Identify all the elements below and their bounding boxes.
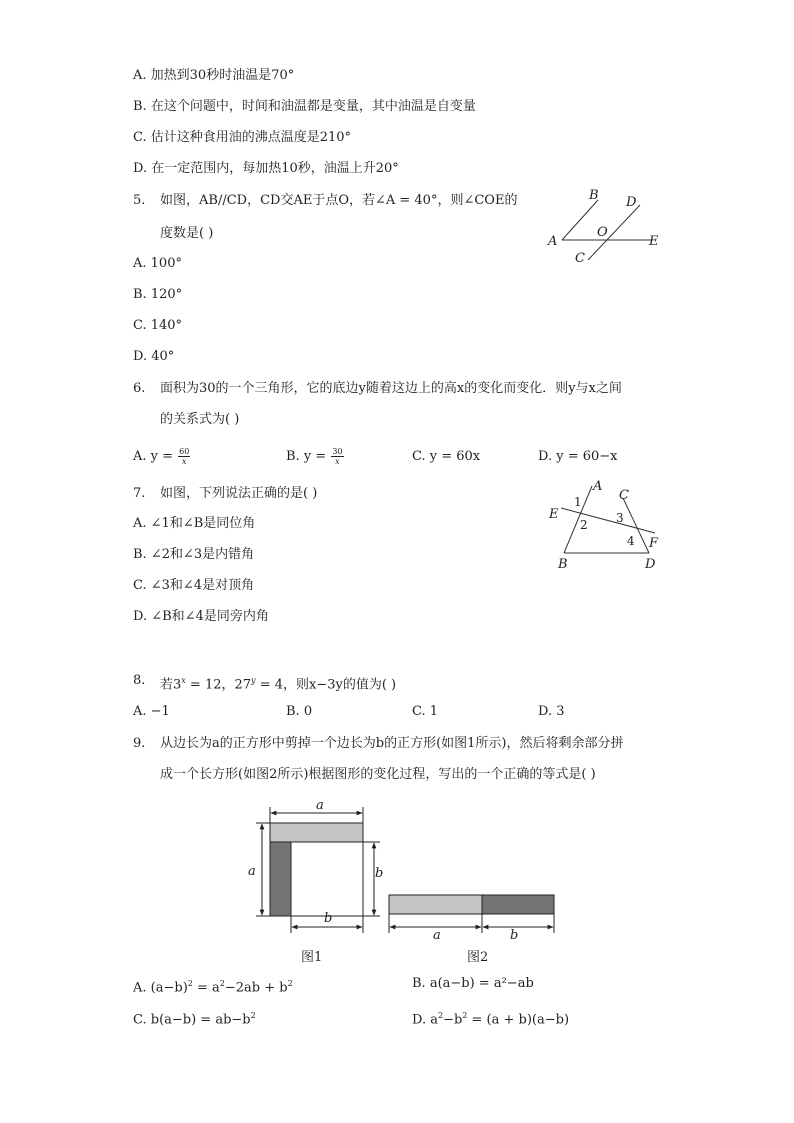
q9-option-c-sup: 2 bbox=[250, 1011, 256, 1020]
label-d: D bbox=[645, 557, 656, 572]
q9-option-a-3: −2ab + b bbox=[224, 980, 288, 996]
label-d: D bbox=[626, 195, 637, 210]
fig1-caption: 图1 bbox=[301, 950, 323, 965]
q7-option-a: A. ∠1和∠B是同位角 bbox=[133, 516, 256, 531]
q6-stem-line2: 的关系式为( ) bbox=[160, 412, 240, 427]
q5-option-b: B. 120° bbox=[133, 287, 183, 302]
q5-option-a: A. 100° bbox=[133, 256, 182, 271]
fig1-light-strip bbox=[270, 823, 363, 842]
q9-option-c bbox=[133, 1008, 256, 1028]
label-e: E bbox=[549, 507, 559, 522]
q7-option-d: D. ∠B和∠4是同旁内角 bbox=[133, 609, 269, 624]
label-o: O bbox=[597, 225, 608, 240]
q9-option-a-sup1: 2 bbox=[187, 979, 193, 988]
q9-number: 9. bbox=[133, 736, 146, 751]
q6-option-b-fraction bbox=[331, 447, 343, 466]
q6-option-b-prefix: B. y = bbox=[286, 449, 331, 464]
q6-option-a-denominator: x bbox=[181, 457, 187, 466]
q8-stem-b: = 12，27 bbox=[185, 677, 252, 693]
q7-figure bbox=[545, 478, 670, 573]
q9-option-d bbox=[412, 1008, 569, 1028]
label-c: C bbox=[575, 251, 585, 266]
q8-option-c: C. 1 bbox=[412, 704, 439, 719]
q6-option-a-fraction bbox=[178, 447, 190, 466]
q8-option-a: A. −1 bbox=[133, 704, 170, 719]
q9-option-d-2: −b bbox=[443, 1012, 463, 1028]
q6-option-c: C. y = 60x bbox=[412, 449, 481, 464]
q7-stem: 如图，下列说法正确的是( ) bbox=[160, 486, 318, 501]
label-angle-4: 4 bbox=[627, 534, 635, 548]
label-c: C bbox=[619, 488, 629, 503]
q6-stem-line1: 面积为30的一个三角形，它的底边y随着这边上的高x的变化而变化．则y与x之间 bbox=[160, 381, 622, 396]
q9-option-a-2: = a bbox=[192, 980, 220, 996]
fig2-label-a: a bbox=[433, 928, 441, 943]
line-ab bbox=[562, 200, 598, 240]
q8-stem-a: 若3 bbox=[160, 677, 182, 693]
q8-option-b: B. 0 bbox=[286, 704, 313, 719]
q5-figure bbox=[540, 185, 670, 270]
fig2-dark-rect bbox=[482, 895, 554, 914]
q7-option-c: C. ∠3和∠4是对顶角 bbox=[133, 578, 255, 593]
q9-option-d-1: D. a bbox=[412, 1012, 438, 1028]
q8-sup-x: x bbox=[181, 676, 186, 685]
label-e: E bbox=[649, 234, 659, 249]
q5-option-c: C. 140° bbox=[133, 318, 183, 333]
q9-option-d-sup1: 2 bbox=[437, 1011, 444, 1020]
q9-option-b: B. a(a−b) = a²−ab bbox=[412, 976, 534, 991]
fig1-label-a-top: a bbox=[316, 798, 324, 813]
line-cd bbox=[588, 205, 640, 260]
q9-stem-line2: 成一个长方形(如图2所示)根据图形的变化过程，写出的一个正确的等式是( ) bbox=[160, 767, 596, 782]
q9-option-d-3: = (a + b)(a−b) bbox=[467, 1012, 570, 1028]
q9-option-d-sup2: 2 bbox=[462, 1011, 468, 1020]
q5-stem-line2: 度数是( ) bbox=[160, 226, 214, 241]
label-b: B bbox=[558, 557, 568, 572]
q4-option-a: A. 加热到30秒时油温是70° bbox=[133, 68, 295, 83]
q8-stem-c: = 4，则x−3y的值为( ) bbox=[255, 677, 397, 693]
q9-option-c-1: C. b(a−b) = ab−b bbox=[133, 1012, 251, 1028]
fig1-label-b-bottom: b bbox=[324, 911, 333, 926]
label-b: B bbox=[589, 188, 599, 203]
fig1-label-b-right: b bbox=[375, 866, 384, 881]
label-angle-3: 3 bbox=[616, 511, 624, 525]
q9-option-a-sup3: 2 bbox=[287, 979, 293, 988]
q7-number: 7. bbox=[133, 486, 146, 501]
q9-stem-line1: 从边长为a的正方形中剪掉一个边长为b的正方形(如图1所示)，然后将剩余部分拼 bbox=[160, 736, 624, 751]
label-angle-1: 1 bbox=[574, 495, 582, 509]
line-ef bbox=[561, 508, 655, 533]
label-a: A bbox=[593, 479, 603, 494]
q6-option-a-prefix: A. y = bbox=[133, 449, 178, 464]
q4-option-b: B. 在这个问题中，时间和油温都是变量，其中油温是自变量 bbox=[133, 99, 476, 114]
q9-option-a-sup2: 2 bbox=[219, 979, 225, 988]
q7-option-b: B. ∠2和∠3是内错角 bbox=[133, 547, 255, 562]
q6-option-b-denominator: x bbox=[335, 457, 340, 466]
q5-number: 5. bbox=[133, 193, 146, 208]
q5-option-d: D. 40° bbox=[133, 349, 175, 364]
q6-option-d: D. y = 60−x bbox=[538, 449, 618, 464]
q6-number: 6. bbox=[133, 381, 146, 396]
q4-option-c: C. 估计这种食用油的沸点温度是210° bbox=[133, 130, 352, 145]
label-a: A bbox=[548, 234, 558, 249]
fig2-light-rect bbox=[389, 895, 482, 914]
q6-option-b bbox=[286, 447, 345, 466]
q4-option-d: D. 在一定范围内，每加热10秒，油温上升20° bbox=[133, 161, 399, 176]
q8-stem bbox=[160, 673, 396, 693]
q9-option-a-1: A. (a−b) bbox=[133, 980, 188, 996]
q5-stem-line1: 如图，AB//CD，CD交AE于点O，若∠A = 40°，则∠COE的 bbox=[160, 193, 518, 208]
label-angle-2: 2 bbox=[580, 518, 588, 532]
q9-option-a bbox=[133, 976, 293, 996]
q6-option-a bbox=[133, 447, 191, 466]
q8-option-d: D. 3 bbox=[538, 704, 565, 719]
q9-figures bbox=[240, 793, 570, 973]
q8-sup-y: y bbox=[251, 676, 256, 685]
q6-option-a-numerator: 60 bbox=[179, 447, 190, 456]
fig2-caption: 图2 bbox=[467, 950, 489, 965]
label-f: F bbox=[649, 536, 659, 551]
q8-number: 8. bbox=[133, 673, 146, 688]
fig1-label-a-left: a bbox=[248, 864, 256, 879]
fig2-label-b: b bbox=[510, 928, 519, 943]
q6-option-b-numerator: 30 bbox=[332, 447, 343, 456]
fig1-dark-strip bbox=[270, 842, 291, 916]
